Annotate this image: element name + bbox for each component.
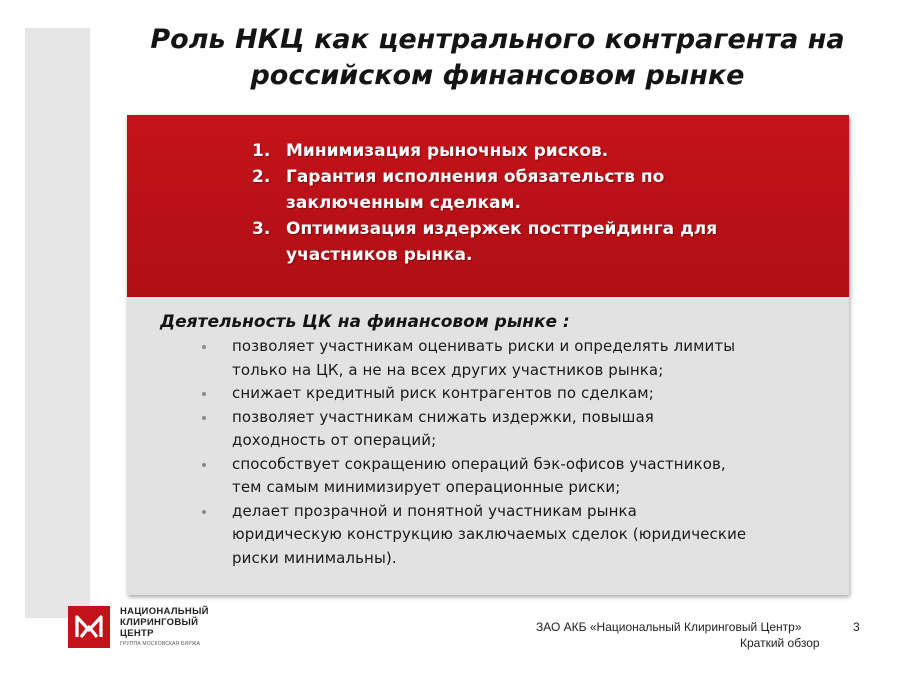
activity-item — [202, 406, 832, 453]
activity-text-line: доходность от операций; — [232, 431, 437, 449]
activity-item — [202, 500, 832, 571]
goals-panel — [127, 115, 849, 297]
logo-wordmark — [120, 606, 209, 639]
goal-number: 3. — [252, 219, 271, 239]
goal-item — [252, 164, 812, 216]
activity-text-line: только на ЦК, а не на всех других участников рынка; — [232, 360, 664, 379]
footer-organization: ЗАО АКБ «Национальный Клиринговый Центр» — [536, 620, 802, 634]
goal-text-line: Минимизация рыночных рисков. — [286, 141, 609, 161]
activity-text-line: позволяет участникам снижать издержки, повышая — [232, 407, 654, 426]
activity-item — [202, 335, 832, 382]
nkc-logo-icon — [68, 606, 110, 648]
logo-line: ЦЕНТР — [120, 628, 154, 639]
goal-number: 2. — [252, 167, 271, 187]
activity-item — [202, 453, 832, 500]
activities-heading: Деятельность ЦК на финансовом рынке : — [160, 312, 570, 332]
slide-title-line2: российском финансовом рынке — [250, 60, 745, 91]
goal-text-line: заключенным сделкам. — [286, 193, 521, 213]
activities-list — [202, 335, 832, 570]
goal-text-line: Оптимизация издержек посттрейдинга для — [286, 219, 718, 239]
goal-item — [252, 216, 812, 268]
activity-text-line: позволяет участникам оценивать риски и определять лимиты — [232, 337, 736, 355]
page-number: 3 — [853, 620, 860, 634]
bullet-icon — [202, 510, 206, 514]
logo-line: НАЦИОНАЛЬНЫЙ — [120, 606, 209, 617]
goal-number: 1. — [252, 141, 271, 161]
goal-text-line: участников рынка. — [286, 245, 473, 265]
activity-item — [202, 382, 832, 406]
activity-text-line: тем самым минимизирует операционные риски; — [232, 478, 621, 496]
left-decorative-strip — [25, 28, 90, 618]
activity-text-line: юридическую конструкцию заключаемых сделок (юридические — [232, 525, 747, 543]
activity-text-line: риски минимальны). — [232, 548, 397, 567]
activity-text-line: снижает кредитный риск контрагентов по сделкам; — [232, 384, 654, 402]
bullet-icon — [202, 416, 206, 420]
footer-subtitle: Краткий обзор — [740, 636, 820, 650]
bullet-icon — [202, 392, 206, 396]
logo-subline: ГРУППА МОСКОВСКАЯ БИРЖА — [120, 641, 201, 647]
goal-text-line: Гарантия исполнения обязательств по — [286, 167, 665, 187]
activity-text-line: способствует сокращению операций бэк-офисов участников, — [232, 454, 726, 473]
goal-item — [252, 138, 812, 164]
slide-title-line1: Роль НКЦ как центрального контрагента на — [150, 24, 845, 55]
activities-panel — [127, 297, 849, 595]
goals-list — [252, 138, 812, 268]
bullet-icon — [202, 345, 206, 349]
activity-text-line: делает прозрачной и понятной участникам рынка — [232, 501, 637, 520]
logo-line: КЛИРИНГОВЫЙ — [120, 617, 199, 628]
bullet-icon — [202, 463, 206, 467]
slide-title — [95, 22, 900, 94]
